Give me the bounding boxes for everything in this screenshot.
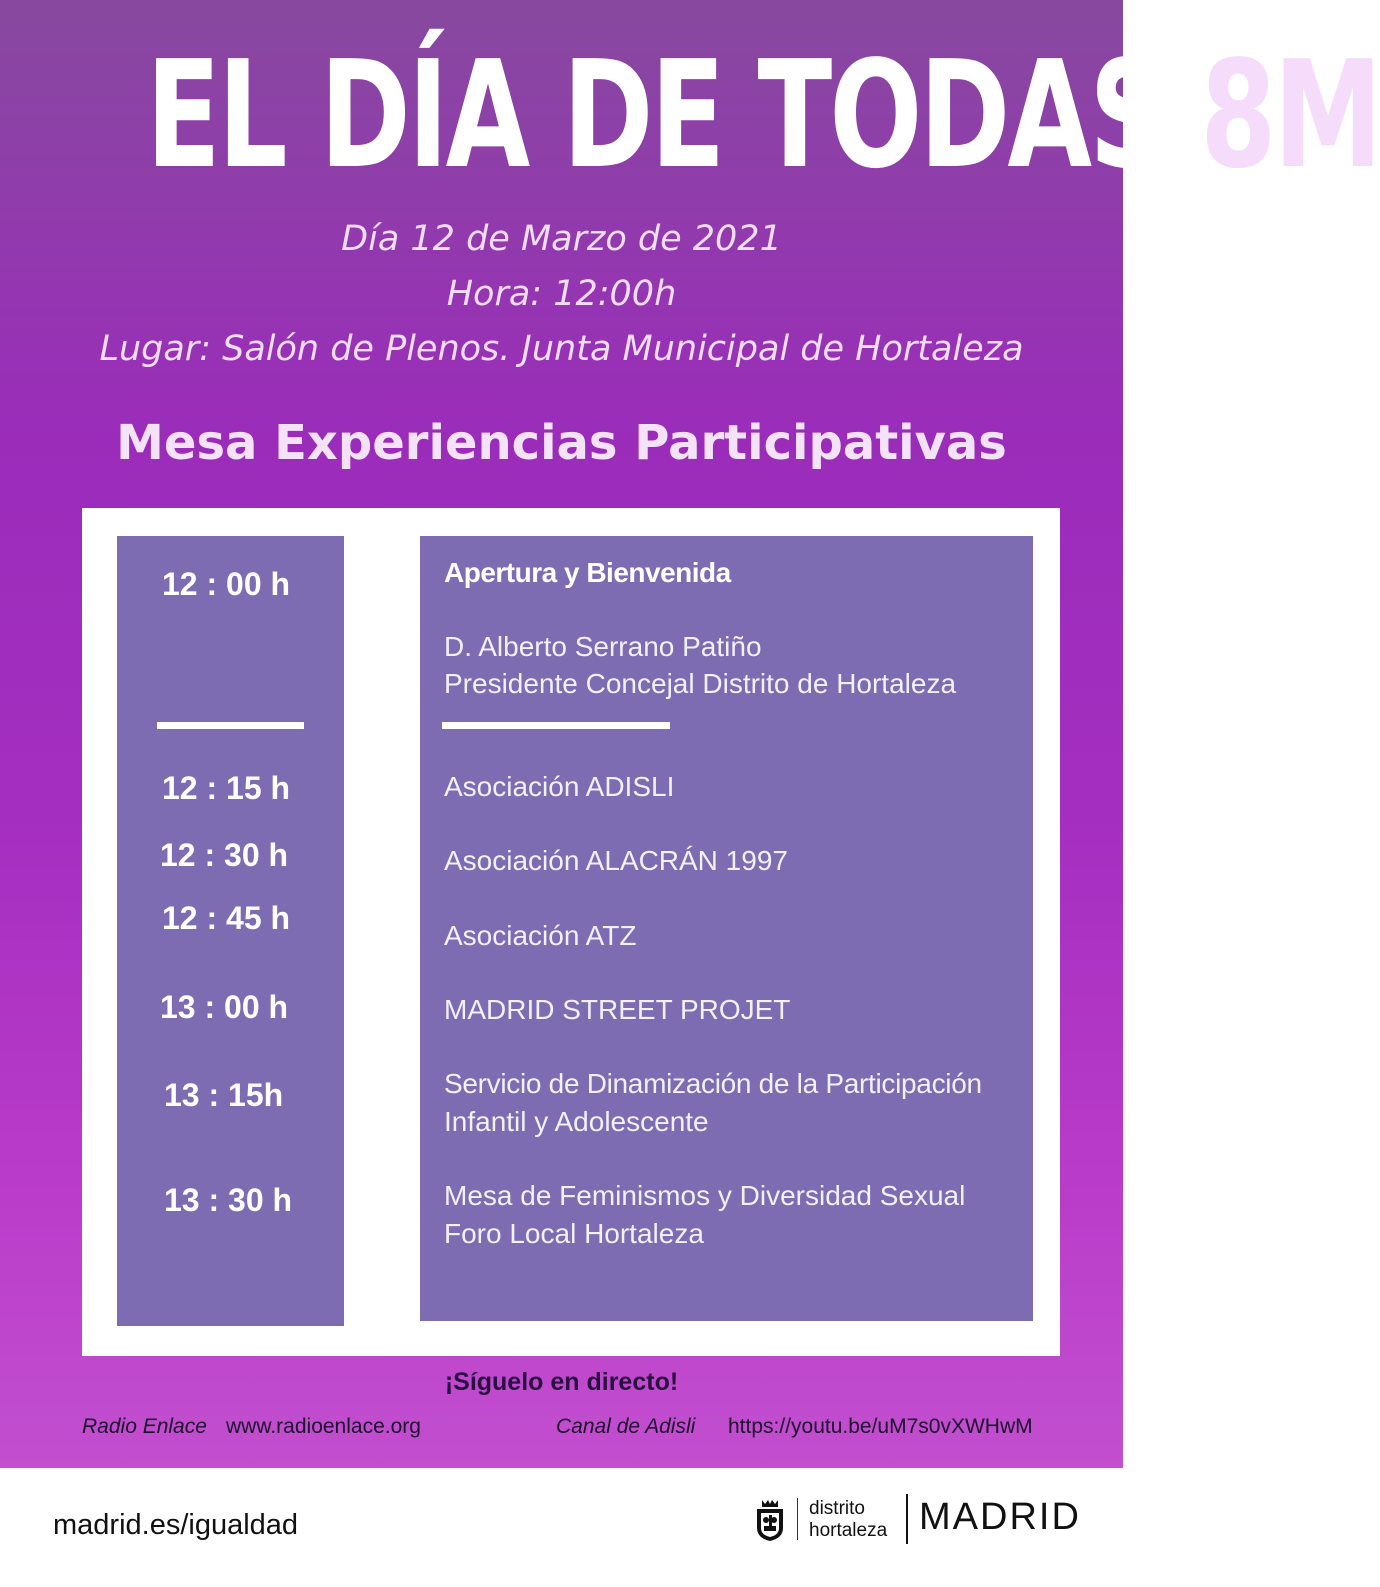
time-slot: 13 : 15h <box>164 1077 284 1113</box>
time-slot: 12 : 30 h <box>160 837 289 873</box>
speaker-name: D. Alberto Serrano Patiño <box>444 631 762 662</box>
event-place: Lugar: Salón de Plenos. Junta Municipal de Hortaleza <box>99 329 1024 369</box>
program-item: Mesa de Feminismos y Diversidad Sexual <box>444 1180 966 1211</box>
items-divider <box>442 722 670 729</box>
live-heading: ¡Síguelo en directo! <box>444 1368 679 1396</box>
time-slot: 13 : 00 h <box>160 989 289 1025</box>
time-slot: 13 : 30 h <box>164 1182 293 1218</box>
event-date: Día 12 de Marzo de 2021 <box>341 219 782 259</box>
items-column <box>420 536 1033 1321</box>
title-accent: 8M <box>1200 29 1380 201</box>
page-title <box>145 29 1380 201</box>
program-item: Asociación ADISLI <box>444 771 675 802</box>
times-divider <box>157 722 304 729</box>
program-item-continued: Infantil y Adolescente <box>444 1106 709 1137</box>
speaker-role: Presidente Concejal Distrito de Hortaleza <box>444 668 957 699</box>
program-item: Servicio de Dinamización de la Participación <box>444 1068 982 1099</box>
program-item-continued: Foro Local Hortaleza <box>444 1218 704 1249</box>
event-subtitle: Mesa Experiencias Participativas <box>116 415 1007 471</box>
time-slot: 12 : 00 h <box>162 566 291 602</box>
program-panel <box>82 508 1060 1356</box>
footer-link[interactable]: madrid.es/igualdad <box>53 1509 299 1541</box>
madrid-crest-icon <box>755 1498 785 1542</box>
radio-label: Radio Enlace <box>82 1415 207 1438</box>
channel-link[interactable]: https://youtu.be/uM7s0vXWHwM <box>728 1415 1033 1438</box>
opening-heading: Apertura y Bienvenida <box>444 557 731 588</box>
footer <box>0 1468 1123 1587</box>
event-hour: Hora: 12:00h <box>446 274 677 314</box>
district-line: distrito <box>809 1498 865 1519</box>
program-item: Asociación ALACRÁN 1997 <box>444 845 788 876</box>
program-item: Asociación ATZ <box>444 920 637 951</box>
footer-separator <box>906 1494 908 1544</box>
time-slot: 12 : 45 h <box>162 900 291 936</box>
district-logo-text <box>809 1498 887 1542</box>
madrid-logo-text: MADRID <box>919 1496 1081 1538</box>
times-column <box>117 536 344 1326</box>
program-item: MADRID STREET PROJET <box>444 994 791 1025</box>
title-main: EL DÍA DE TODAS <box>145 29 1166 201</box>
time-slot: 12 : 15 h <box>162 770 291 806</box>
channel-label: Canal de Adisli <box>556 1415 696 1438</box>
district-line: hortaleza <box>809 1520 888 1541</box>
footer-separator <box>797 1498 798 1540</box>
radio-link[interactable]: www.radioenlace.org <box>226 1415 421 1438</box>
